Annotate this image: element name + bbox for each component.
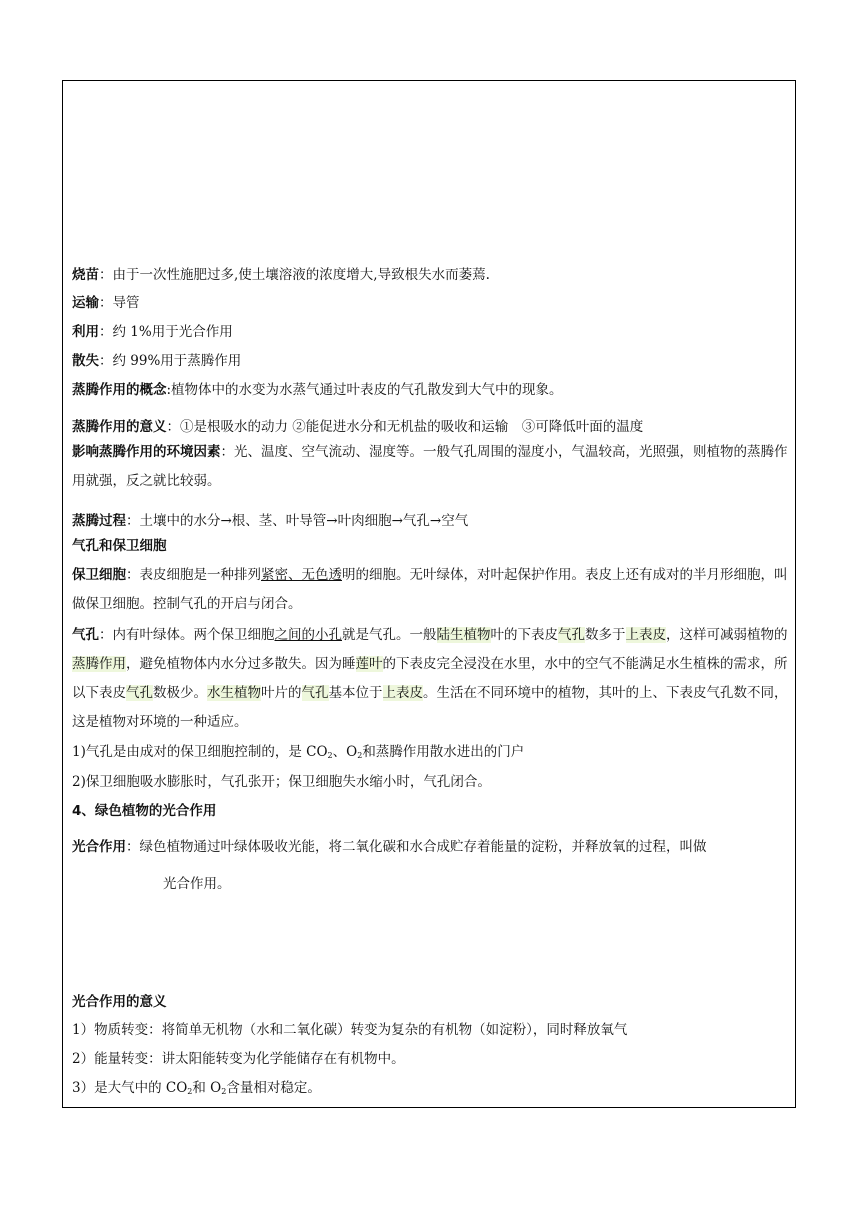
highlight: 蒸腾作用: [72, 656, 126, 672]
guard-text-2: 明的细胞。无叶绿体，对叶起保护作用。表皮上还有成对的半月形细胞，叫做保卫细胞。控制气孔的开启与闭合。: [72, 567, 788, 612]
shaomiao-line: [72, 266, 490, 284]
meaning-item-3-text: 和 O: [192, 1080, 222, 1096]
highlight: 气孔: [301, 685, 329, 701]
sanshi-label: 散失: [72, 353, 99, 369]
section-4-heading: 4、绿色植物的光合作用: [72, 803, 217, 819]
highlight: 水生植物: [207, 685, 261, 701]
note-1-text: 和蒸腾作用散水进出的门户: [362, 744, 525, 760]
meaning-text: ：①是根吸水的动力 ②能促进水分和无机盐的吸收和运输 ③可降低叶面的温度: [166, 419, 644, 435]
stoma-text: 基本位于: [328, 685, 383, 701]
yunshu-text: ：导管: [99, 295, 140, 311]
yunshu-label: 运输: [72, 295, 99, 311]
concept-text: :植物体中的水变为水蒸气通过叶表皮的气孔散发到大气中的现象。: [166, 382, 563, 398]
stoma-text: 叶的下表皮: [490, 627, 558, 643]
highlight: 气孔: [558, 627, 585, 643]
guard-text-1: ：表皮细胞是一种排列: [126, 567, 261, 583]
guard-underline: 紧密、无色透: [261, 567, 342, 583]
concept-label: 蒸腾作用的概念: [72, 382, 167, 398]
stoma-underline: 之间的小孔: [274, 627, 342, 643]
sanshi-text: ：约 99%用于蒸腾作用: [99, 353, 242, 369]
photo-line: [72, 838, 707, 856]
note-2: 2)保卫细胞吸水膨胀时，气孔张开；保卫细胞失水缩小时，气孔闭合。: [72, 774, 491, 790]
yunshu-line: [72, 294, 140, 312]
highlight: 莲叶: [355, 656, 383, 672]
stoma-text: ，避免植物体内水分过多散失。因为睡: [126, 656, 356, 672]
shaomiao-label: 烧苗: [72, 267, 99, 283]
liyong-label: 利用: [72, 324, 99, 340]
stoma-text: 的下表皮完全浸没在水里，水中的空气不能满足水生植株的需求，所以下表皮: [72, 656, 788, 701]
photo-text: ：绿色植物通过叶绿体吸收光能，将二氧化碳和水合成贮存着能量的淀粉，并释放氧的过程，叫做: [126, 839, 707, 855]
guard-paragraph: [72, 561, 788, 619]
highlight: 气孔: [126, 685, 153, 701]
meaning-line: [72, 418, 643, 436]
subscript: 2: [327, 751, 333, 760]
process-text: ：土壤中的水分→根、茎、叶导管→叶肉细胞→气孔→空气: [126, 513, 469, 529]
note-1-text: 、O: [332, 744, 358, 760]
highlight: 上表皮: [625, 627, 666, 643]
stoma-text: 就是气孔。一般: [342, 627, 437, 643]
meaning-label: 蒸腾作用的意义: [72, 419, 167, 435]
stoma-text: ：内有叶绿体。两个保卫细胞: [99, 627, 275, 643]
meaning-item-3-text: 含量相对稳定。: [226, 1080, 321, 1096]
stoma-text: 。生活在不同环境中的植物，其叶的上、下表皮气孔数不同，这是植物对环境的一种适应。: [72, 685, 788, 730]
note-1: [72, 743, 524, 765]
meaning-item-3: [72, 1079, 321, 1101]
photo-continuation: 光合作用。: [163, 876, 231, 892]
concept-line: [72, 381, 563, 399]
subscript: 2: [187, 1087, 193, 1096]
env-label: 影响蒸腾作用的环境因素: [72, 444, 221, 460]
process-label: 蒸腾过程: [72, 513, 126, 529]
photo-meaning-title: 光合作用的意义: [72, 994, 167, 1010]
meaning-item-2: 2）能量转变：讲太阳能转变为化学能储存在有机物中。: [72, 1051, 405, 1067]
meaning-item-3-text: 3）是大气中的 CO: [72, 1080, 188, 1096]
sanshi-line: [72, 352, 241, 370]
env-paragraph: [72, 438, 788, 496]
stoma-text: 叶片的: [261, 685, 302, 701]
stomata-title: 气孔和保卫细胞: [72, 538, 167, 554]
liyong-line: [72, 323, 233, 341]
note-1-text: 1)气孔是由成对的保卫细胞控制的，是 CO: [72, 744, 328, 760]
photo-label: 光合作用: [72, 839, 126, 855]
highlight: 陆生植物: [436, 627, 491, 643]
process-line: [72, 512, 468, 530]
highlight: 上表皮: [382, 685, 423, 701]
subscript: 2: [221, 1087, 227, 1096]
guard-label: 保卫细胞: [72, 567, 126, 583]
stoma-paragraph: [72, 621, 788, 737]
stoma-text: 数多于: [585, 627, 626, 643]
meaning-item-1: 1）物质转变：将简单无机物（水和二氧化碳）转变为复杂的有机物（如淀粉），同时释放氧气: [72, 1022, 628, 1038]
subscript: 2: [357, 751, 363, 760]
stoma-text: 数极少。: [153, 685, 207, 701]
shaomiao-text: ：由于一次性施肥过多,使土壤溶液的浓度增大,导致根失水而萎蔫.: [99, 267, 490, 283]
stoma-text: ，这样可减弱植物的: [666, 627, 788, 643]
liyong-text: ：约 1%用于光合作用: [99, 324, 233, 340]
stoma-label: 气孔: [72, 627, 99, 643]
env-text: ：光、温度、空气流动、湿度等。一般气孔周围的湿度小，气温较高，光照强，则植物的蒸腾作用就强，反之就比较弱。: [72, 444, 788, 489]
